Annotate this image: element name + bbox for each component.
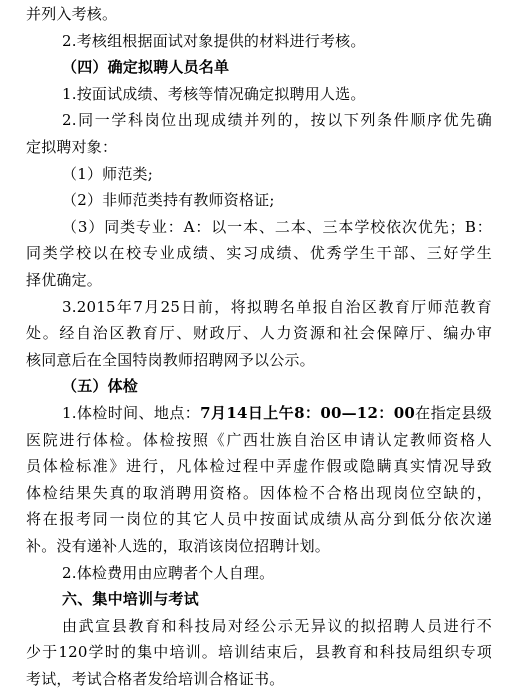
body-line: 少于120学时的集中培训。培训结束后，县教育和科技局组织专项 [26,643,492,662]
body-line: 2.体检费用由应聘者个人自理。 [62,563,275,582]
body-line: 补。没有递补人选的，取消该岗位招聘计划。 [26,537,331,555]
section-heading: （四）确定拟聘人员名单 [62,58,230,77]
list-item: （3）同类专业：A：以一本、二本、三本学校依次优先；B： [62,217,492,236]
body-line: 同类学校以在校专业成绩、实习成绩、优秀学生干部、三好学生 [26,244,492,263]
body-line: 由武宣县教育和科技局对经公示无异议的拟招聘人员进行不 [62,616,492,635]
section-heading: （五）体检 [62,377,139,396]
body-line: 并列入考核。 [26,5,118,23]
body-line: 考试，考试合格者发给培训合格证书。 [26,670,285,688]
body-line: 医院进行体检。体检按照《广西壮族自治区申请认定教师资格人 [26,430,492,449]
body-line: 择优确定。 [26,271,103,289]
chapter-heading: 六、集中培训与考试 [62,590,199,609]
body-line: 2.同一学科岗位出现成绩并列的，按以下列条件顺序优先确 [62,111,492,130]
body-line: 员体检标准》进行，凡体检过程中弄虚作假或隐瞒真实情况导致 [26,457,492,476]
body-line: 核同意后在全国特岗教师招聘网予以公示。 [26,350,315,369]
text-segment: 1.体检时间、地点： [62,404,201,422]
body-line: 定拟聘对象： [26,138,118,156]
body-line: 1.按面试成绩、考核等情况确定拟聘用人选。 [62,84,366,103]
schedule-emphasis: 7月14日上午8：00—12：00 [200,404,415,422]
list-item: （1）师范类; [62,164,153,183]
body-line: 将在报考同一岗位的其它人员中按面试成绩从高分到低分依次递 [26,510,492,529]
body-line: 体检结果失真的取消聘用资格。因体检不合格出现岗位空缺的， [26,483,492,502]
body-line: 2.考核组根据面试对象提供的材料进行考核。 [62,31,366,50]
body-line: 3.2015年7月25日前，将拟聘名单报自治区教育厅师范教育 [62,297,492,316]
list-item: （2）非师范类持有教师资格证; [62,191,275,210]
body-line-with-emphasis [62,401,492,425]
text-segment: 在指定县级 [414,404,492,422]
body-line: 处。经自治区教育厅、财政厅、人力资源和社会保障厅、编办审 [26,324,492,343]
